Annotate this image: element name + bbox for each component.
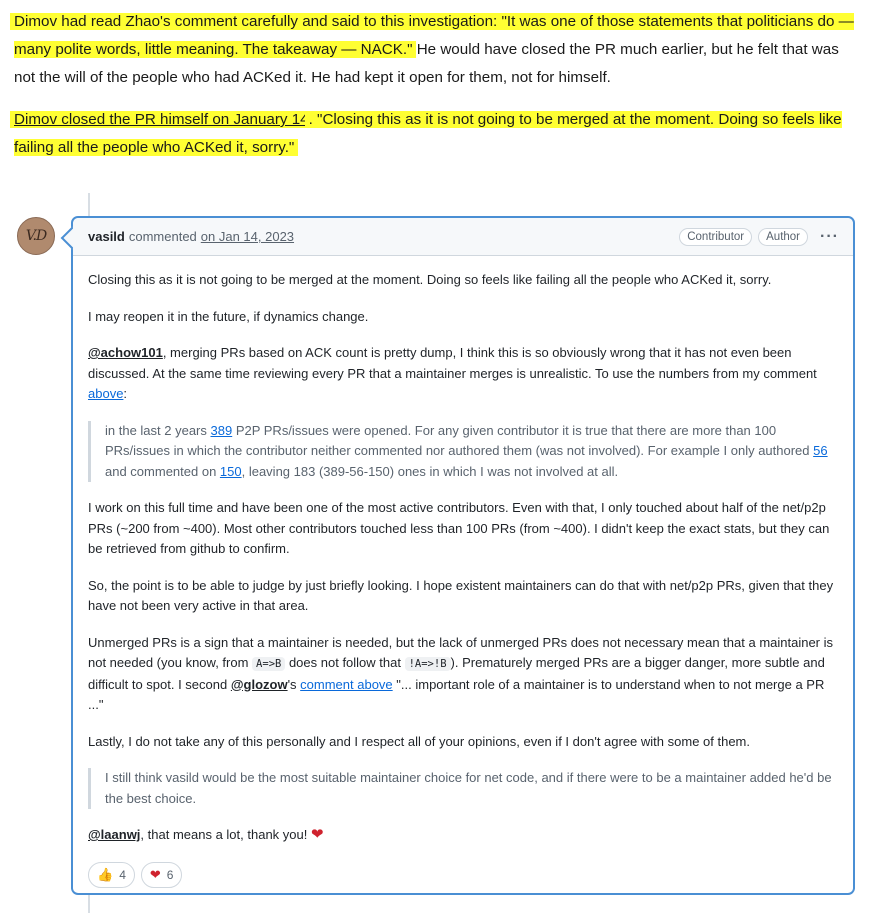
thumbs-up-icon: 👍 [97, 866, 114, 882]
contributor-badge: Contributor [679, 228, 752, 246]
article-text [14, 8, 864, 176]
avatar-initials: V.D [25, 228, 47, 244]
comment-author[interactable]: vasild [88, 229, 125, 244]
comment-header-actions [679, 228, 839, 246]
inline-code: A=>B [252, 657, 285, 671]
comment-text-run: Unmerged PRs is a sign that a maintainer is needed, but the lack of unmerged PRs does not necessary mean that a maintainer is not needed (you know, from [88, 634, 834, 670]
reaction-count: 4 [119, 867, 126, 882]
comment-text-run: , that means a lot, thank you! [140, 827, 311, 842]
mention-glozow[interactable]: @glozow [230, 676, 288, 692]
comment-paragraph: So, the point is to be able to judge by just briefly looking. I hope existent maintainers can do that with net/p2p PRs, given that they have not been very active in that area. [88, 577, 834, 613]
comment-paragraph: Lastly, I do not take any of this personally and I respect all of your opinions, even if I don't agree with some of them. [88, 733, 750, 749]
comment-paragraph: Closing this as it is not going to be merged at the moment. Doing so feels like failing all the people who ACKed it, sorry. [88, 272, 772, 287]
heart-icon: ❤ [310, 826, 324, 843]
reactions-bar [73, 862, 853, 888]
comment-text-run: , merging PRs based on ACK count is pretty dump, I think this is so obviously wrong that it has not even been discussed. At the same time reviewing every PR that a maintainer merges is unrealistic. To use the numbers from my comment [88, 345, 817, 381]
heart-icon: ❤ [149, 866, 161, 882]
more-options-icon[interactable]: ··· [820, 227, 839, 245]
mention-achow101[interactable]: @achow101 [88, 345, 163, 360]
quote-text-run: I still think vasild would be the most suitable maintainer choice for net code, and if there were to be a maintainer added he'd be the best choice. [105, 770, 832, 806]
comment-text-run: : [123, 386, 128, 401]
quote-text-run: in the last 2 years [105, 422, 211, 438]
quote-text-run: P2P PRs/issues were opened. For any given contributor it is true that there are more than 100 PRs/issues in which the contributor neither commented nor authored them (was not involved). For example I only authored [105, 422, 814, 458]
quote-block [88, 421, 837, 483]
quote-block [88, 768, 837, 809]
highlighted-quote: . "Closing this as it is not going to be merged at the moment. Doing so feels like failing all the people who ACKed it, sorry." [14, 111, 842, 156]
comment-box [71, 216, 855, 895]
comment-paragraph: I work on this full time and have been one of the most active contributors. Even with that, I only touched about half of the net/p2p PRs (~200 from ~400). Most other contributors touched less than 100 PRs (from ~400). I didn't keep the exact stats, but they can be retrieved from github to confirm. [88, 500, 830, 556]
article-paragraph-2 [14, 106, 864, 162]
comment-body [73, 256, 853, 846]
comment-text-run: ). Prematurely merged PRs are a bigger danger, more subtle and difficult to spot. I second [88, 655, 825, 692]
comment-paragraph [88, 825, 837, 846]
above-link[interactable]: above [88, 386, 124, 401]
avatar[interactable] [17, 217, 55, 255]
reaction-count: 6 [166, 867, 174, 882]
comment-text-run: does not follow that [285, 655, 405, 670]
comment-paragraph [88, 633, 837, 716]
reaction-thumbs-up[interactable] [88, 862, 135, 888]
comment-text-run: 's [287, 676, 301, 692]
highlighted-date: Dimov closed the PR himself on January 14 [14, 111, 309, 128]
count-link-389[interactable]: 389 [210, 422, 233, 438]
author-badge: Author [758, 228, 808, 246]
quote-text-run: , leaving 183 (389-56-150) ones in which I was not involved at all. [241, 463, 619, 479]
comment-date-link[interactable]: on Jan 14, 2023 [200, 229, 295, 244]
mention-laanwj[interactable]: @laanwj [88, 827, 141, 842]
quote-text-run: and commented on [105, 463, 220, 479]
article-paragraph-1 [14, 8, 864, 92]
comment-paragraph: I may reopen it in the future, if dynamics change. [88, 308, 369, 324]
comment-paragraph [88, 343, 837, 405]
comment-action: commented [128, 229, 197, 244]
article-text-run: He would have closed the PR much earlier, but he felt that was not the will of the people who had ACKed it. He had kept it open for them, not for himself. [14, 41, 839, 86]
comment-header [73, 218, 853, 256]
inline-code: !A=>!B [405, 657, 451, 671]
count-link-150[interactable]: 150 [219, 463, 242, 479]
comment-text-run: "... important role of a maintainer is to understand when to not merge a PR ..." [88, 676, 825, 712]
comment-above-link[interactable]: comment above [300, 676, 393, 692]
reaction-heart[interactable] [141, 862, 183, 888]
highlighted-quote: Dimov had read Zhao's comment carefully and said to this investigation: "It was one of those statements that politicians do — many polite words, little meaning. The takeaway — NACK." [14, 13, 854, 58]
count-link-56[interactable]: 56 [813, 443, 828, 458]
